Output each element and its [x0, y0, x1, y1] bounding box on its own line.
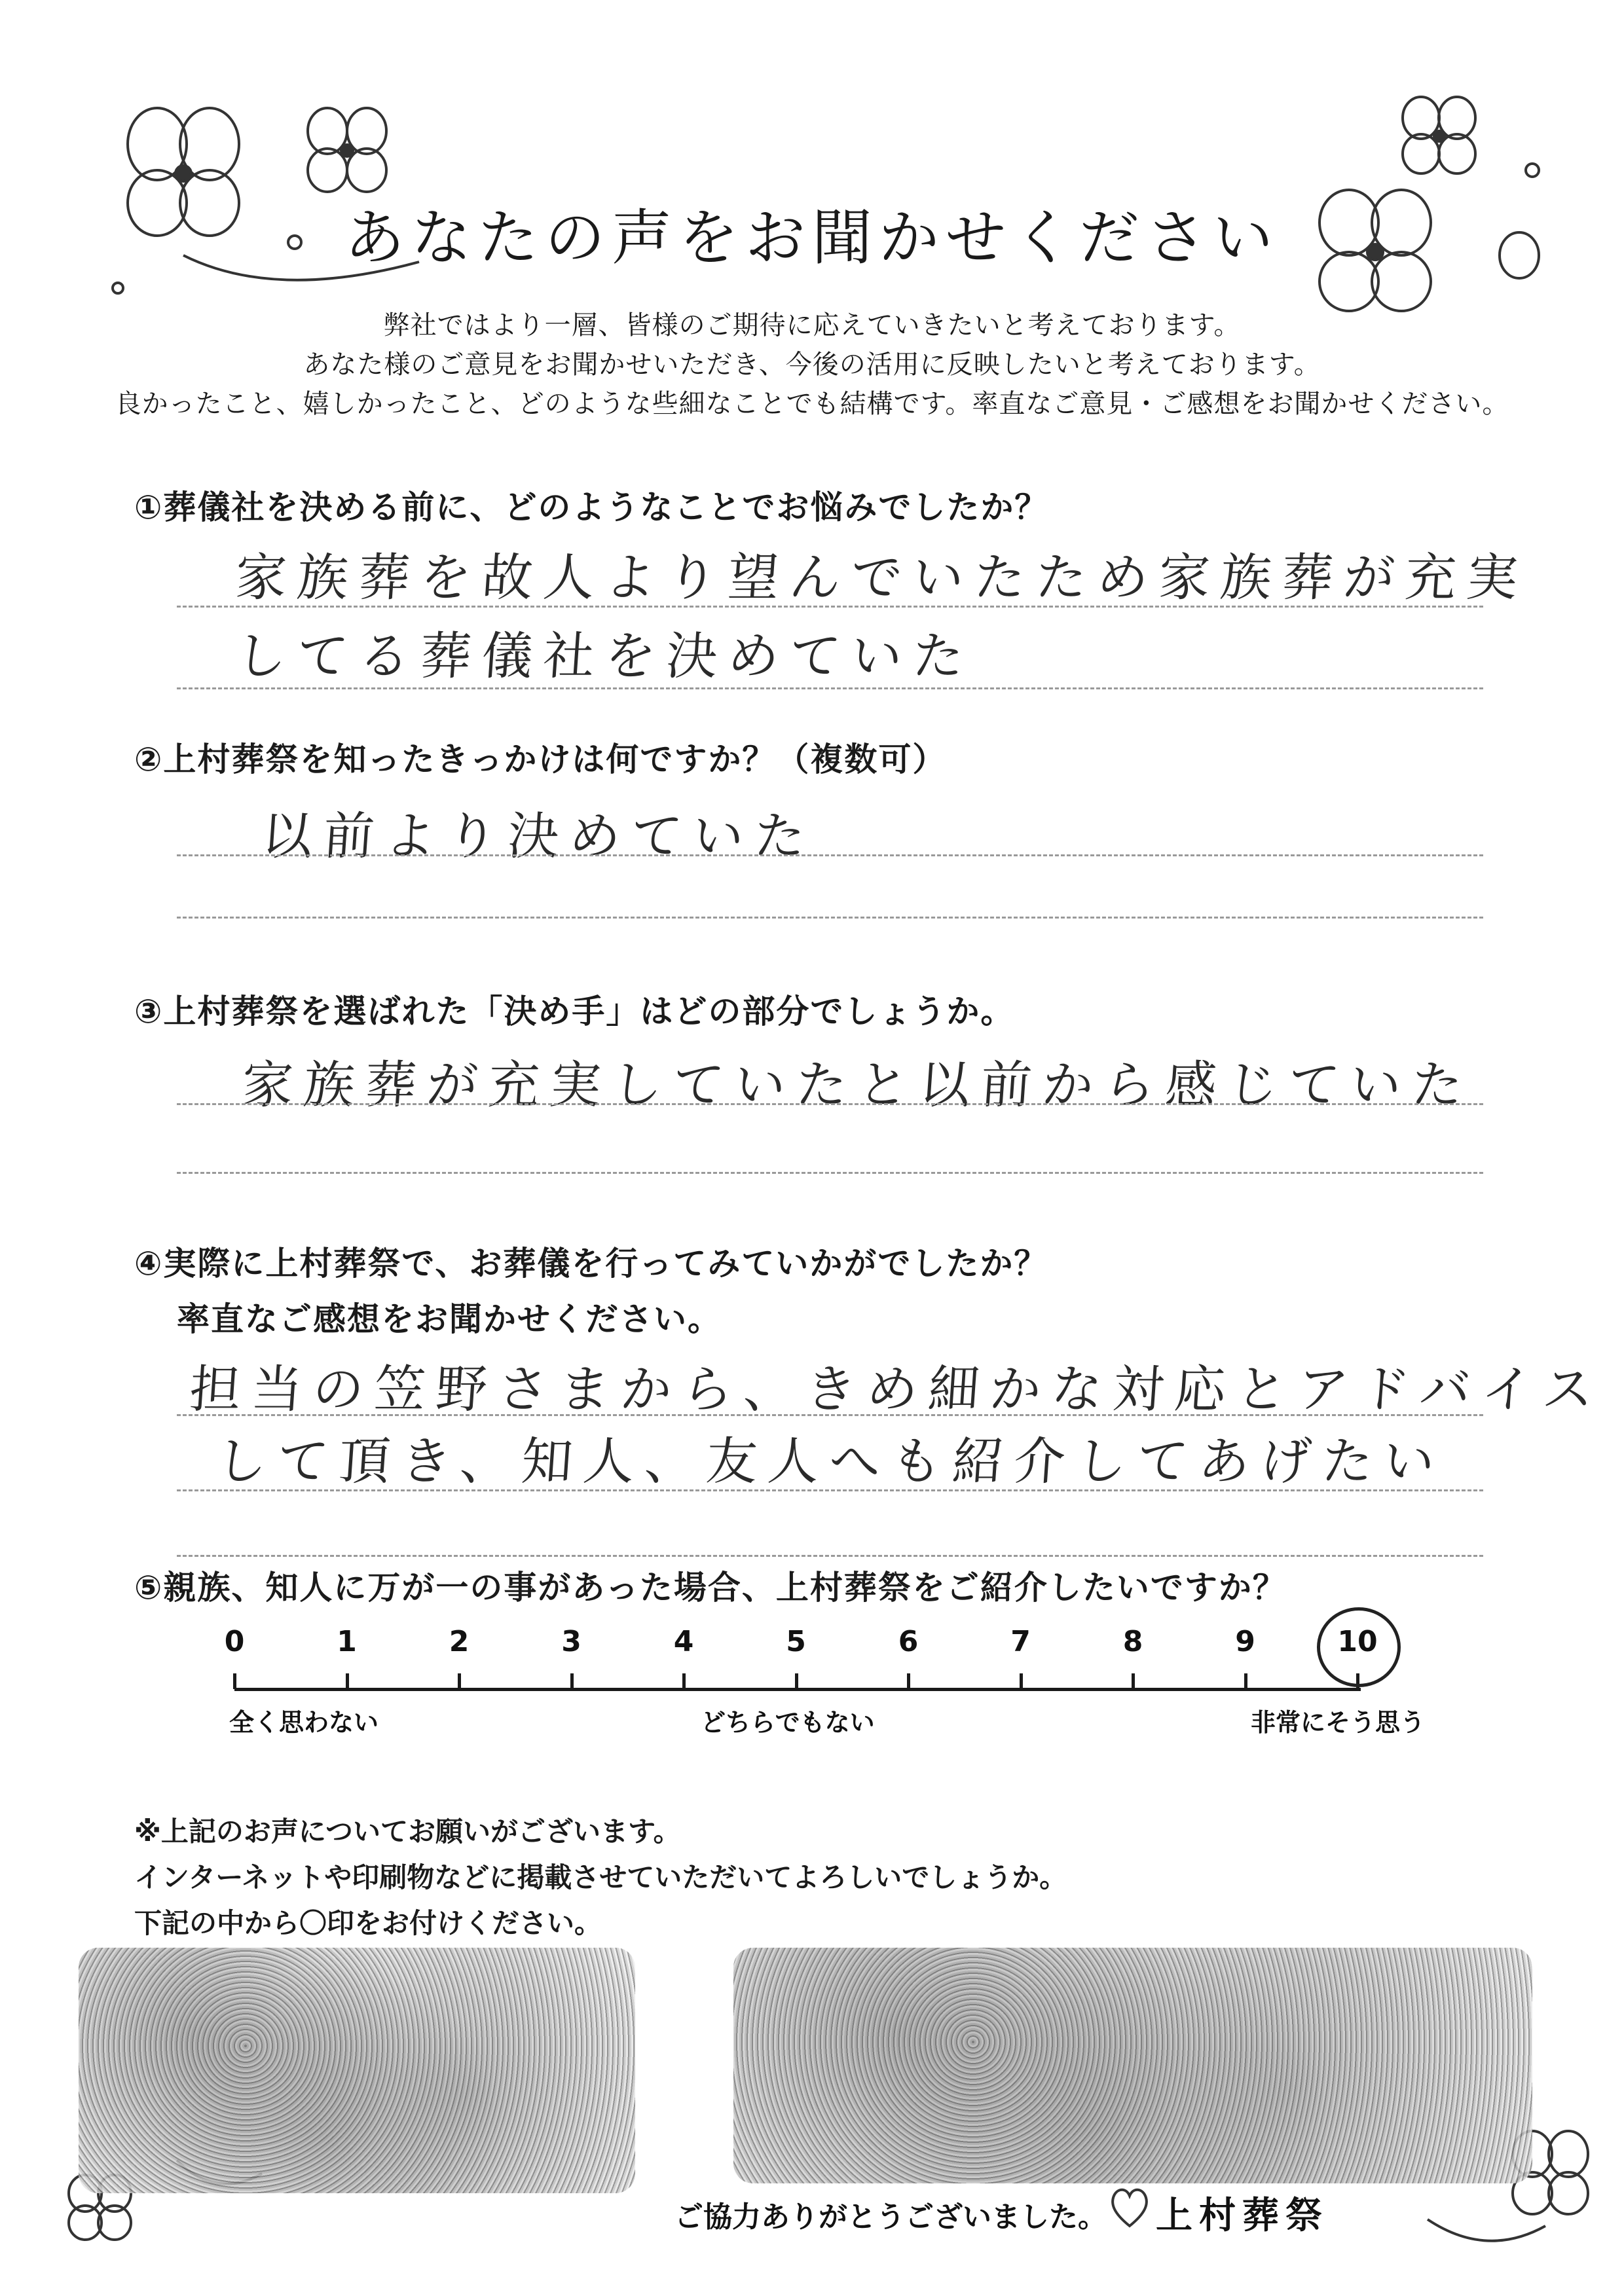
answer-rule	[177, 1103, 1483, 1105]
scale-number-6[interactable]: 6	[898, 1625, 919, 1658]
redacted-area-left	[79, 1948, 635, 2193]
scale-number-5[interactable]: 5	[786, 1625, 806, 1658]
question-3: ③上村葬祭を選ばれた「決め手」はどの部分でしょうか。	[134, 993, 1015, 1030]
answer-2-line-1: 以前より決めていた	[259, 807, 818, 866]
footer-thanks: ご協力ありがとうございました。	[674, 2200, 1107, 2234]
scale-label-mid: どちらでもない	[701, 1708, 875, 1737]
answer-rule	[177, 687, 1483, 689]
scale-tick	[233, 1673, 236, 1689]
intro-line-3: 良かったこと、嬉しかったこと、どのような些細なことでも結構です。率直なご意見・ご感想をお聞かせください。	[115, 389, 1509, 419]
selected-circle-mark	[1317, 1607, 1401, 1687]
answer-rule	[177, 917, 1483, 919]
page-title: あなたの声をお聞かせください	[344, 203, 1280, 273]
intro-line-2: あなた様のご意見をお聞かせいただき、今後の活用に反映したいと考えております。	[303, 350, 1321, 380]
question-1: ①葬儀社を決める前に、どのようなことでお悩みでしたか？	[134, 488, 1049, 526]
intro-line-1: 弊社ではより一層、皆様のご期待に応えていきたいと考えております。	[383, 310, 1241, 340]
answer-rule	[177, 1172, 1483, 1174]
answer-rule	[177, 1555, 1483, 1557]
answer-rule	[177, 606, 1483, 608]
scale-number-9[interactable]: 9	[1235, 1625, 1255, 1658]
scale-number-3[interactable]: 3	[561, 1625, 581, 1658]
scale-number-4[interactable]: 4	[673, 1625, 694, 1658]
note-line-3: 下記の中から〇印をお付けください。	[134, 1907, 602, 1939]
scale-number-2[interactable]: 2	[449, 1625, 470, 1658]
scale-number-8[interactable]: 8	[1122, 1625, 1143, 1658]
question-4-sub: 率直なご感想をお聞かせください。	[177, 1300, 722, 1338]
note-line-1: ※上記のお声についてお願いがございます。	[134, 1815, 681, 1848]
answer-1-line-2: してる葬儀社を決めていた	[233, 627, 976, 686]
question-2: ②上村葬祭を知ったきっかけは何ですか？（複数可）	[134, 740, 947, 778]
scale-number-1[interactable]: 1	[337, 1625, 357, 1658]
answer-3-line-1: 家族葬が充実していたと以前から感じていた	[240, 1056, 1475, 1115]
note-line-2: インターネットや印刷物などに掲載させていただいてよろしいでしょうか。	[134, 1861, 1067, 1893]
answer-rule	[177, 1414, 1483, 1416]
company-logo: 上村葬祭	[1156, 2195, 1329, 2237]
scale-tick	[1244, 1673, 1247, 1689]
scale-tick	[458, 1673, 461, 1689]
answer-1-line-1: 家族葬を故人より望んでいたため家族葬が充実	[233, 549, 1530, 608]
answer-rule	[177, 1489, 1483, 1491]
scale-number-0[interactable]: 0	[224, 1625, 245, 1658]
scale-number-10[interactable]: 10	[1337, 1625, 1378, 1658]
question-4: ④実際に上村葬祭で、お葬儀を行ってみていかがでしたか？	[134, 1245, 1048, 1283]
scale-tick	[570, 1673, 574, 1689]
scale-tick	[795, 1673, 798, 1689]
scale-tick	[1020, 1673, 1023, 1689]
question-5: ⑤親族、知人に万が一の事があった場合、上村葬祭をご紹介したいですか？	[134, 1569, 1287, 1607]
answer-4-line-2: して頂き、知人、友人へも紹介してあげたい	[213, 1432, 1447, 1491]
answer-4-line-1: 担当の笠野さまから、きめ細かな対応とアドバイス	[187, 1360, 1606, 1419]
scale-tick	[682, 1673, 686, 1689]
scale-label-high: 非常にそう思う	[1251, 1708, 1426, 1737]
redacted-area-right	[733, 1948, 1532, 2183]
scale-tick	[907, 1673, 910, 1689]
heart-logo-icon	[1107, 2180, 1153, 2232]
scale-number-7[interactable]: 7	[1010, 1625, 1031, 1658]
answer-rule	[177, 854, 1483, 856]
scale-tick	[346, 1673, 349, 1689]
scale-label-low: 全く思わない	[229, 1708, 379, 1737]
scale-tick	[1132, 1673, 1135, 1689]
